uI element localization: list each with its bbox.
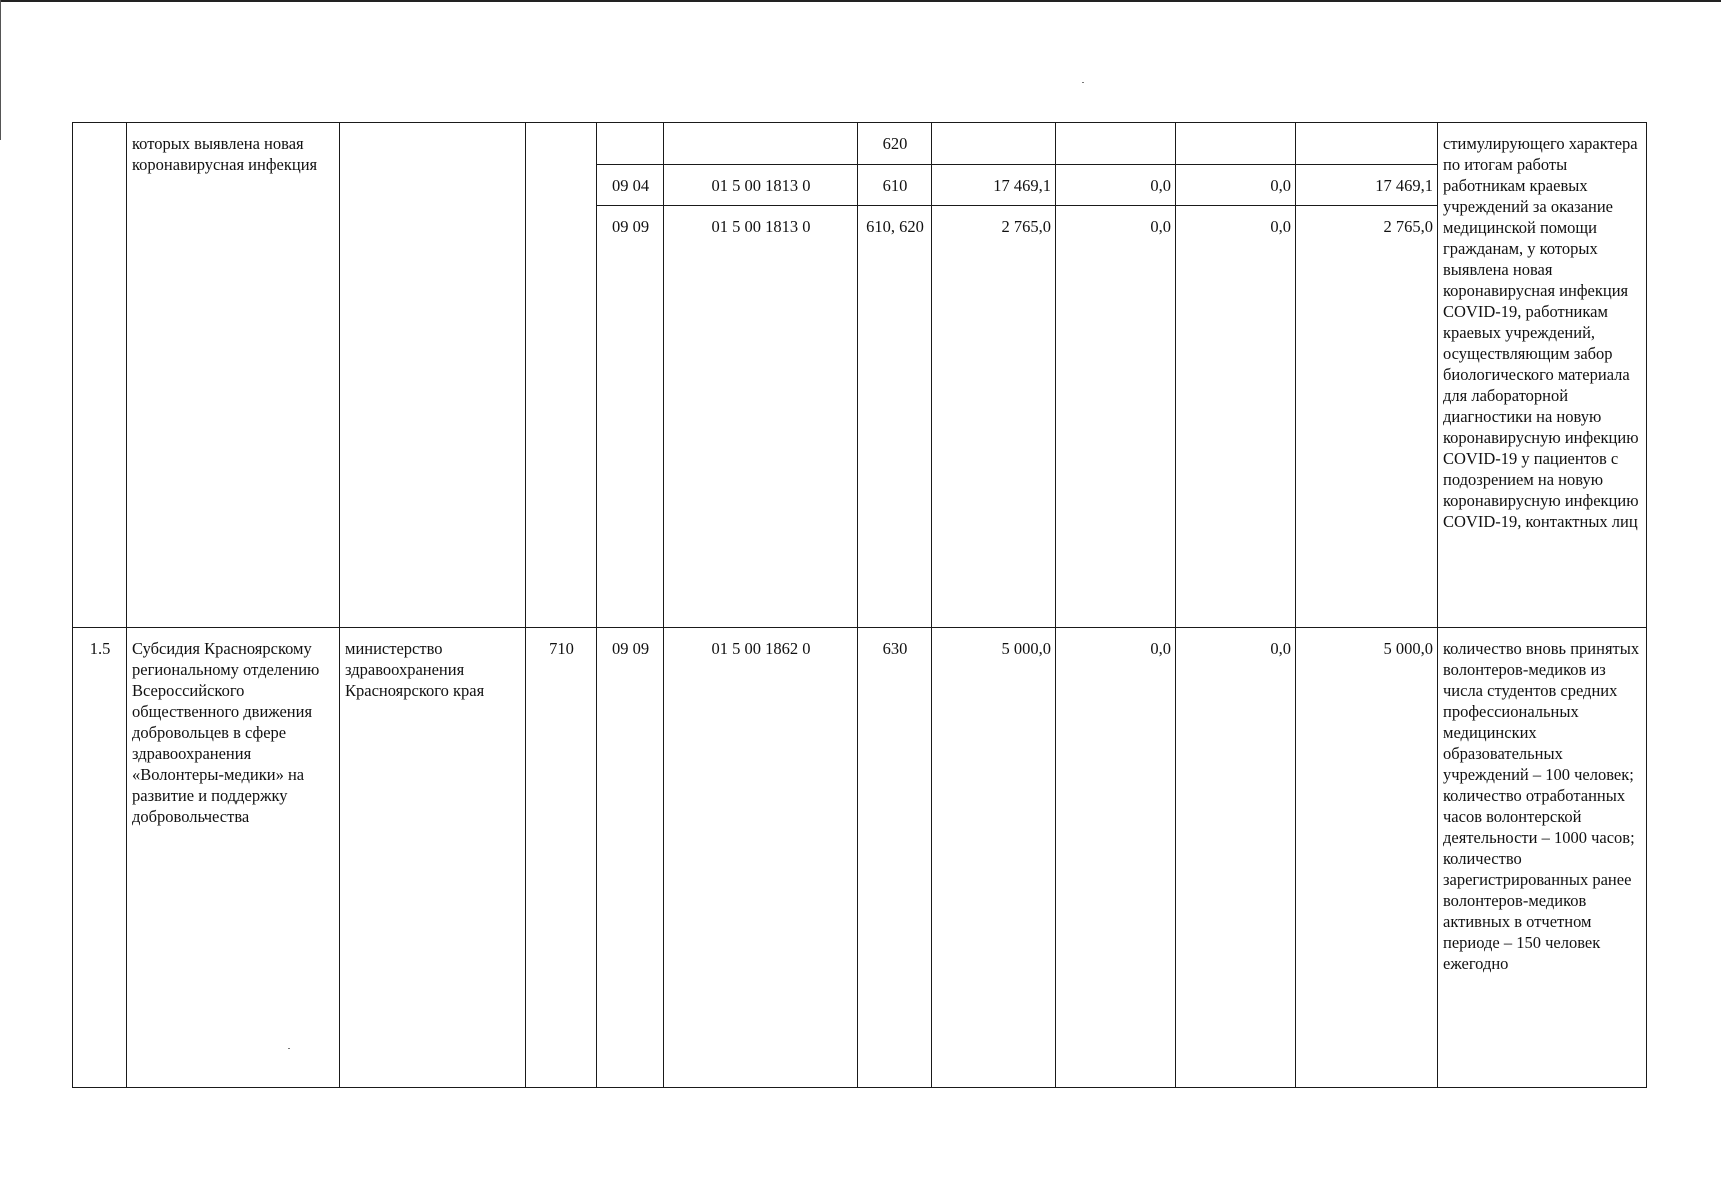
- cell-number: [73, 123, 127, 628]
- cell-amount-2: [1056, 123, 1176, 165]
- cell-amount-1: 2 765,0: [932, 206, 1056, 628]
- cell-amount-3: 0,0: [1176, 628, 1296, 1088]
- cell-amount-1: 5 000,0: [932, 628, 1056, 1088]
- cell-vr: 610: [858, 165, 932, 206]
- cell-grbs: [526, 123, 597, 628]
- cell-amount-total: 5 000,0: [1296, 628, 1438, 1088]
- budget-measures-table: [72, 122, 1647, 1088]
- cell-amount-total: 2 765,0: [1296, 206, 1438, 628]
- cell-amount-2: 0,0: [1056, 165, 1176, 206]
- cell-csr: 01 5 00 1862 0: [664, 628, 858, 1088]
- table-row: [73, 628, 1647, 1088]
- cell-amount-1: [932, 123, 1056, 165]
- cell-measure-name: которых выявлена новая коронавирусная инфекция: [127, 123, 340, 628]
- cell-csr: [664, 123, 858, 165]
- page-left-edge: [0, 0, 1, 140]
- cell-amount-3: 0,0: [1176, 165, 1296, 206]
- cell-administrator: министерство здравоохранения Красноярского края: [340, 628, 526, 1088]
- scan-speck: [1082, 82, 1084, 83]
- cell-amount-3: 0,0: [1176, 206, 1296, 628]
- cell-amount-1: 17 469,1: [932, 165, 1056, 206]
- cell-expected-result: стимулирующего характера по итогам работы работникам краевых учреждений за оказание медицинской помощи гражданам, у которых выявлена новая коронавирусная инфекция COVID-19, работникам краевых учреждений, осуществляющим забор биологического материала для лабораторной диагностики на новую коронавирусную инфекцию COVID-19 у пациентов с подозрением на новую коронавирусную инфекцию COVID-19, контактных лиц: [1438, 123, 1647, 628]
- cell-amount-2: 0,0: [1056, 628, 1176, 1088]
- cell-vr: 620: [858, 123, 932, 165]
- cell-csr: 01 5 00 1813 0: [664, 206, 858, 628]
- cell-amount-total: 17 469,1: [1296, 165, 1438, 206]
- cell-section: 09 04: [597, 165, 664, 206]
- cell-section: 09 09: [597, 628, 664, 1088]
- table-row: [73, 123, 1647, 165]
- cell-vr: 630: [858, 628, 932, 1088]
- cell-amount-2: 0,0: [1056, 206, 1176, 628]
- cell-grbs: 710: [526, 628, 597, 1088]
- cell-amount-total: [1296, 123, 1438, 165]
- cell-expected-result: количество вновь принятых волонтеров-медиков из числа студентов средних профессиональных медицинских образовательных учреждений – 100 человек; количество отработанных часов волонтерской деятельности – 1000 часов; количество зарегистрированных ранее волонтеров-медиков активных в отчетном периоде – 150 человек ежегодно: [1438, 628, 1647, 1088]
- cell-number: 1.5: [73, 628, 127, 1088]
- cell-csr: 01 5 00 1813 0: [664, 165, 858, 206]
- cell-measure-name: Субсидия Красноярскому региональному отделению Всероссийского общественного движения добровольцев в сфере здравоохранения «Волонтеры-медики» на развитие и поддержку добровольчества: [127, 628, 340, 1088]
- page-top-border: [0, 0, 1721, 2]
- cell-amount-3: [1176, 123, 1296, 165]
- cell-vr: 610, 620: [858, 206, 932, 628]
- cell-section: 09 09: [597, 206, 664, 628]
- cell-administrator: [340, 123, 526, 628]
- cell-section: [597, 123, 664, 165]
